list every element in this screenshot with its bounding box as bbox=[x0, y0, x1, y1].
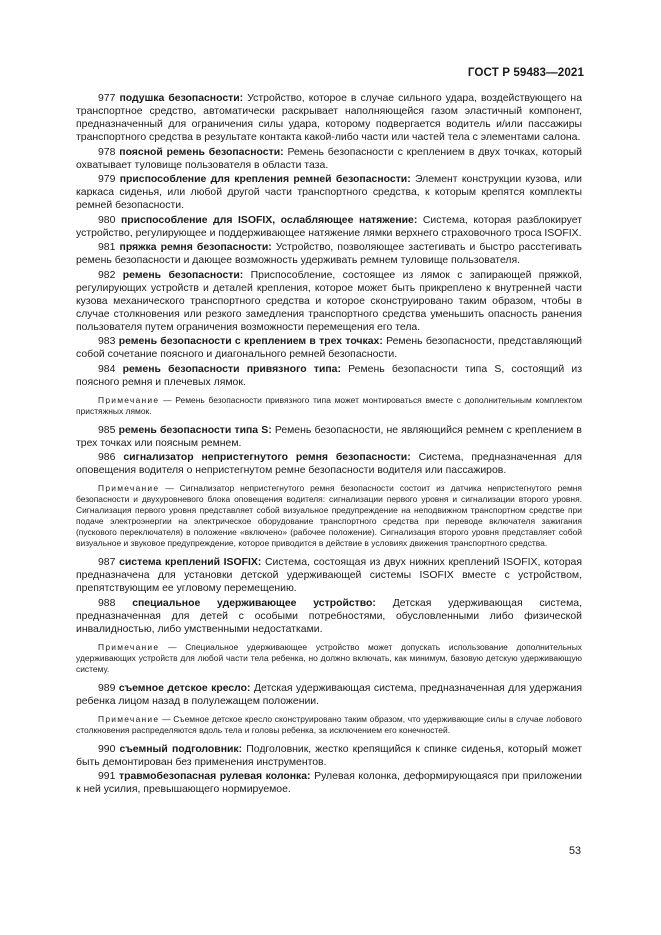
note-989 bbox=[76, 714, 582, 736]
term-definition: Детская удерживающая система, предназначенная для детей с особыми потребностями, обусловленными либо физической инвалидностью, либо умственными недостатками. bbox=[76, 597, 582, 635]
note-text: — Специальное удерживающее устройство может допускать использование дополнительных удерживающих устройств для любой части тела ребенка, но должно включать, как минимум, базовую детскую удерживающую систему. bbox=[76, 641, 582, 674]
entries-group-1 bbox=[76, 92, 582, 389]
note-984 bbox=[76, 395, 582, 417]
term-entry-990 bbox=[76, 743, 582, 769]
term-entry-988 bbox=[76, 597, 582, 636]
term-number: 988 bbox=[98, 597, 116, 609]
entries-group-2 bbox=[76, 424, 582, 478]
term-number: 983 bbox=[98, 336, 116, 347]
term-number: 991 bbox=[98, 771, 116, 782]
term-definition: Рулевая колонка, деформирующаяся при приложении к ней усилия, превышающего нормируемое. bbox=[76, 771, 583, 795]
term-definition: Ремень безопасности типа S, состоящий из поясного ремня и плечевых лямок. bbox=[76, 363, 582, 388]
term-definition: Приспособление, состоящее из лямок с запирающей пряжкой, регулирующих устройств и деталей крепления, которое может быть прикреплено к внутренней части кузова механического транспортного средства и которое сконструировано таким образом, чтобы в случае столкновения или резкого замедления транспортного средства уменьшить опасность ранения пользователя путем ограничения возможности перемещения его тела. bbox=[76, 269, 582, 333]
term-name: приспособление для ISOFIX, ослабляющее натяжение: bbox=[120, 214, 418, 226]
term-definition: Ремень безопасности, представляющий собой сочетание поясного и диагонального ремней безопасности. bbox=[76, 336, 583, 360]
term-entry-980 bbox=[76, 214, 582, 240]
note-986 bbox=[76, 483, 582, 549]
note-label: Примечание bbox=[98, 641, 160, 652]
term-entry-989 bbox=[76, 682, 582, 708]
term-number: 990 bbox=[98, 743, 116, 755]
term-entry-985 bbox=[76, 424, 582, 450]
term-definition: Детская удерживающая система, предназначенная для удержания ребенка лицом назад в полулежащем положении. bbox=[76, 682, 583, 707]
term-entry-984 bbox=[76, 363, 582, 389]
term-name: сигнализатор непристегнутого ремня безопасности: bbox=[123, 452, 411, 463]
note-text: — Сигнализатор непристегнутого ремня безопасности состоит из датчика непристегнутого ремня безопасности и двухуровневого блока оповещения водителя: сигнализации первого уровня и сигнализации второго уровня. Сигнализация первого уровня представляет собой визуальное предупреждение на неподвижном транспортном средстве при подаче электроэнергии на электрическое оборудование транспортного средства при переводе включателя зажигания (пускового переключателя) в положение «включено» (рабочее положение). Сигнализация второго уровня представляет собой визуальное и звуковое предупреждение, которое приводится в действие в условиях движения транспортного средства. bbox=[76, 483, 582, 548]
note-text: — Ремень безопасности привязного типа может монтироваться вместе с дополнительным комплектом пристяжных лямок. bbox=[76, 394, 582, 416]
term-definition: Ремень безопасности с креплением в двух точках, который охватывает туловище пользователя в области таза. bbox=[76, 146, 582, 171]
term-number: 982 bbox=[98, 269, 116, 281]
term-definition: Система, состоящая из двух нижних креплений ISOFIX, которая предназначена для установки детской удерживающей системы ISOFIX вместе с устройством, препятствующим ее угловому перемещению. bbox=[76, 557, 582, 594]
entries-group-5 bbox=[76, 743, 582, 797]
term-number: 979 bbox=[98, 174, 116, 185]
term-number: 981 bbox=[98, 242, 116, 253]
term-entry-986 bbox=[76, 451, 582, 477]
term-name: ремень безопасности с креплением в трех точках: bbox=[118, 336, 383, 347]
note-label: Примечание bbox=[98, 713, 160, 724]
note-label: Примечание bbox=[98, 394, 160, 405]
term-name: подушка безопасности: bbox=[119, 93, 244, 104]
term-entry-977 bbox=[76, 92, 582, 144]
term-name: съемное детское кресло: bbox=[118, 682, 251, 694]
term-definition: Подголовник, жестко крепящийся к спинке сиденья, который может быть демонтирован без применения инструментов. bbox=[76, 743, 582, 768]
term-definition: Устройство, которое в случае сильного удара, воздействующего на транспортное средство, автоматически раскрывает наполняющейся газом эластичный компонент, предназначенный для ограничения силы удара, которому подвергается водитель и/или пассажиры транспортного средства в результате контакта какой-либо части или частей тела с элементами салона. bbox=[76, 93, 582, 143]
term-entry-979 bbox=[76, 173, 582, 212]
term-definition: Система, предназначенная для оповещения водителя о непристегнутом ремне безопасности водителя или пассажиров. bbox=[76, 452, 583, 476]
term-definition: Система, которая разблокирует устройство, регулирующее и поддерживающее натяжение лямки верхнего страховочного троса ISOFIX. bbox=[76, 214, 582, 239]
note-988 bbox=[76, 642, 582, 675]
term-name: ремень безопасности типа S: bbox=[118, 424, 272, 436]
term-entry-991 bbox=[76, 770, 582, 796]
term-number: 985 bbox=[98, 424, 116, 436]
term-number: 977 bbox=[98, 93, 116, 104]
term-number: 986 bbox=[98, 452, 116, 463]
term-definition: Устройство, позволяющее застегивать и быстро расстегивать ремень безопасности и дающее возможность удерживать ремнем туловище пользователя. bbox=[76, 242, 582, 266]
term-number: 989 bbox=[98, 682, 116, 694]
standard-header: ГОСТ Р 59483—2021 bbox=[467, 66, 584, 79]
page-number: 53 bbox=[569, 845, 582, 857]
entries-group-4 bbox=[76, 682, 582, 708]
term-number: 984 bbox=[98, 363, 116, 375]
note-text: — Съемное детское кресло сконструировано таким образом, что удерживающие силы в случае лобового столкновения распределяются вдоль тела и головы ребенка, за исключением его конечностей. bbox=[76, 713, 582, 735]
term-name: ремень безопасности привязного типа: bbox=[122, 363, 341, 375]
term-name: поясной ремень безопасности: bbox=[119, 146, 284, 158]
note-label: Примечание bbox=[98, 483, 160, 493]
term-name: травмобезопасная рулевая колонка: bbox=[118, 771, 311, 782]
term-name: система креплений ISOFIX: bbox=[119, 557, 262, 568]
term-number: 987 bbox=[98, 557, 116, 568]
term-number: 980 bbox=[98, 214, 116, 226]
term-number: 978 bbox=[98, 146, 116, 158]
page-content bbox=[76, 92, 582, 798]
term-name: пряжка ремня безопасности: bbox=[119, 242, 272, 253]
term-entry-983 bbox=[76, 335, 582, 361]
term-name: специальное удерживающее устройство: bbox=[132, 597, 376, 609]
entries-group-3 bbox=[76, 556, 582, 636]
term-definition: Элемент конструкции кузова, или каркаса сиденья, или любой другой части транспортного средства, к которым крепятся комплекты ремней безопасности. bbox=[76, 174, 582, 211]
term-entry-982 bbox=[76, 269, 582, 334]
term-name: съемный подголовник: bbox=[119, 743, 243, 755]
term-entry-987 bbox=[76, 556, 582, 595]
term-name: ремень безопасности: bbox=[122, 269, 244, 281]
term-name: приспособление для крепления ремней безопасности: bbox=[119, 174, 411, 185]
term-entry-981 bbox=[76, 241, 582, 267]
term-definition: Ремень безопасности, не являющийся ремнем с креплением в трех точках или поясным ремнем. bbox=[76, 424, 582, 449]
term-entry-978 bbox=[76, 146, 582, 172]
